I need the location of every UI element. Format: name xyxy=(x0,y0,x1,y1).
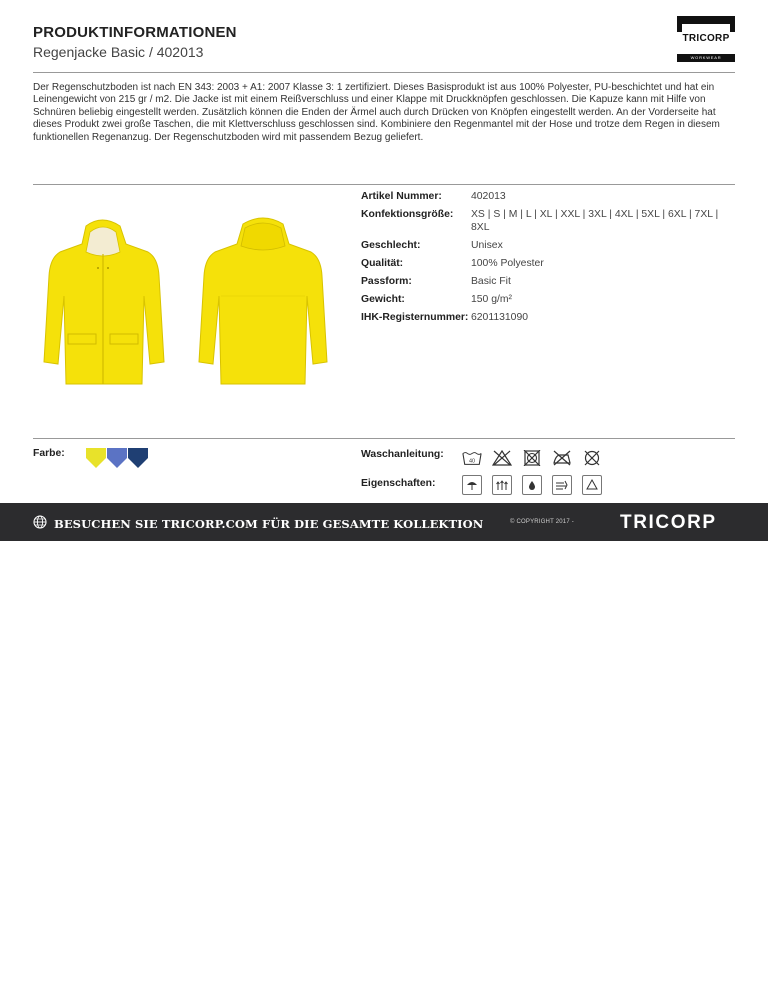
spec-label: Passform: xyxy=(361,276,412,287)
spec-label: Qualität: xyxy=(361,258,404,269)
waterproof-icon xyxy=(522,475,542,495)
product-images xyxy=(33,196,353,406)
spec-label: Artikel Nummer: xyxy=(361,191,442,202)
property-icons xyxy=(462,475,602,495)
spec-value: 402013 xyxy=(471,191,506,202)
product-subtitle: Regenjacke Basic / 402013 xyxy=(33,44,204,60)
color-swatch-navy[interactable] xyxy=(128,448,148,468)
globe-icon xyxy=(33,515,47,529)
no-dry-clean-icon xyxy=(582,449,602,467)
color-swatch-royal-blue[interactable] xyxy=(107,448,127,468)
spec-row-weight xyxy=(361,293,735,306)
product-description: Der Regenschutzboden ist nach EN 343: 2003 + A1: 2007 Klasse 3: 1 zertifiziert. Dieses Basisprodukt ist aus 100% Polyester, PU-beschichtet und hat ein Leinengewicht von 215 gr / m2. Die Jacke ist mit einem Reißverschluss und einer Klappe mit Druckknöpfen geschlossen. Die Kapuze kann mit Hilfe von Schnüren beliebig eingestellt werden. Zusätzlich können die Enden der Ärmel auch durch Drücken von Knöpfen eingestellt werden. An der Vorderseite hat dieses Produkt zwei große Taschen, die mit Klettverschluss geschlossen sind. Kombiniere den Regenmantel mit der Hose und trotze dem Regen in diesem funktionellen Regenanzug. Der Regenschutzboden wird mit passendem Bezug geliefert. xyxy=(33,82,720,143)
color-swatch-yellow[interactable] xyxy=(86,448,106,468)
spec-label: Gewicht: xyxy=(361,294,405,305)
footer-cta-link[interactable]: BESUCHEN SIE TRICORP.COM FÜR DIE GESAMTE KOLLEKTION xyxy=(54,517,484,531)
wash-temp-label: 40 xyxy=(468,458,476,465)
spec-row-sizes xyxy=(361,208,735,234)
spec-value: 100% Polyester xyxy=(471,258,544,269)
spec-value: XS | S | M | L | XL | XXL | 3XL | 4XL | 5XL | 6XL | 7XL | 8XL xyxy=(471,209,719,233)
footer-banner xyxy=(0,503,768,541)
windproof-icon xyxy=(552,475,572,495)
wash-40-icon xyxy=(462,449,482,467)
no-bleach-icon xyxy=(492,449,512,467)
no-tumble-dry-icon xyxy=(522,449,542,467)
properties-label: Eigenschaften: xyxy=(361,478,436,489)
logo-wordmark: TRICORP xyxy=(682,33,730,44)
care-label: Waschanleitung: xyxy=(361,449,444,460)
jacket-back-image xyxy=(195,216,331,388)
spec-row-quality xyxy=(361,257,735,270)
spec-label: Konfektionsgröße: xyxy=(361,209,454,220)
color-label: Farbe: xyxy=(33,448,65,459)
recyclable-icon xyxy=(582,475,602,495)
spec-value: Basic Fit xyxy=(471,276,511,287)
spec-value: Unisex xyxy=(471,240,503,251)
divider xyxy=(33,72,735,73)
copyright-text: © COPYRIGHT 2017 - xyxy=(510,519,574,525)
footer-brand-logo: TRICORP xyxy=(620,512,717,533)
color-swatches xyxy=(86,448,148,468)
page-title: PRODUKTINFORMATIONEN xyxy=(33,24,237,41)
spec-label: IHK-Registernummer: xyxy=(361,312,469,323)
jacket-front-image xyxy=(38,216,168,388)
rain-protection-icon xyxy=(462,475,482,495)
spec-label: Geschlecht: xyxy=(361,240,421,251)
logo-subtitle: WORKWEAR xyxy=(690,55,722,60)
spec-row-fit xyxy=(361,275,735,288)
spec-table xyxy=(361,190,735,329)
divider xyxy=(33,184,735,185)
spec-row-article xyxy=(361,190,735,203)
care-icons xyxy=(462,449,602,467)
spec-row-ihk xyxy=(361,311,735,324)
breathable-icon xyxy=(492,475,512,495)
page-header xyxy=(33,24,735,74)
tricorp-logo xyxy=(677,16,735,62)
divider xyxy=(33,438,735,439)
no-iron-icon xyxy=(552,449,572,467)
spec-value: 6201131090 xyxy=(471,312,529,323)
spec-row-gender xyxy=(361,239,735,252)
spec-value: 150 g/m² xyxy=(471,294,513,305)
